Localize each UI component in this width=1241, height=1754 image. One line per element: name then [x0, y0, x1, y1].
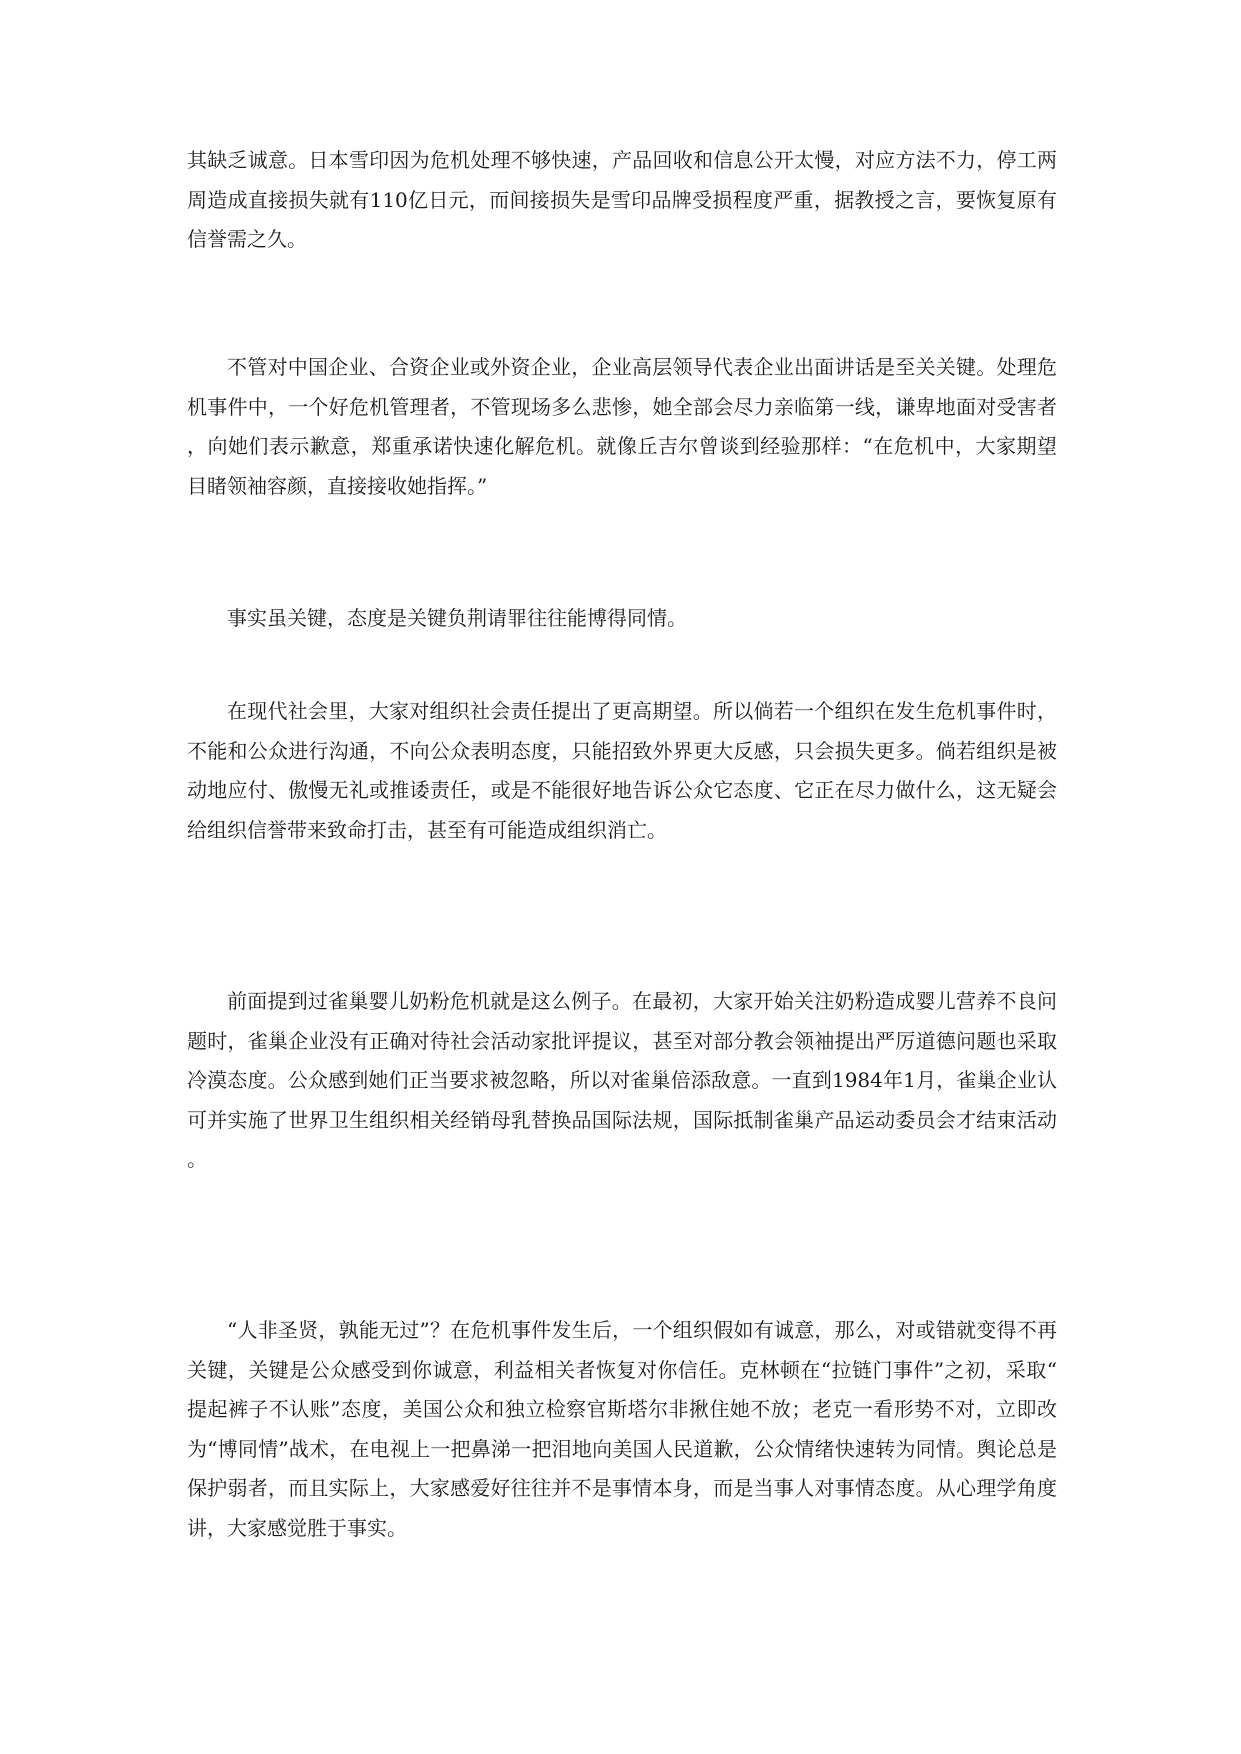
paragraph-leadership: 不管对中国企业、合资企业或外资企业，企业高层领导代表企业出面讲话是至关关键。处理危机事件中，一个好危机管理者，不管现场多么悲惨，她全部会尽力亲临第一线，谦卑地面对受害者，向她们表示歉意，郑重承诺快速化解危机。就像丘吉尔曾谈到经验那样：“在危机中，大家期望目睹领袖容颜，直接接收她指挥。”: [187, 355, 1057, 498]
paragraph-sincerity: “人非圣贤，孰能无过”？在危机事件发生后，一个组织假如有诚意，那么，对或错就变得不再关键，关键是公众感受到你诚意，利益相关者恢复对你信任。克林顿在“拉链门事件”之初，采取“提起裤子不认账”态度，美国公众和独立检察官斯塔尔非揪住她不放；老克一看形势不对，立即改为“博同情”战术，在电视上一把鼻涕一把泪地向美国人民道歉，公众情绪快速转为同情。舆论总是保护弱者，而且实际上，大家感爱好往往并不是事情本身，而是当事人对事情态度。从心理学角度讲，大家感觉胜于事实。: [187, 1318, 1057, 1540]
paragraph-social-responsibility: 在现代社会里，大家对组织社会责任提出了更高期望。所以倘若一个组织在发生危机事件时，不能和公众进行沟通，不向公众表明态度，只能招致外界更大反感，只会损失更多。倘若组织是被动地应付、傲慢无礼或推诿责任，或是不能很好地告诉公众它态度、它正在尽力做什么，这无疑会给组织信誉带来致命打击，甚至有可能造成组织消亡。: [187, 699, 1057, 842]
paragraph-continuation: 其缺乏诚意。日本雪印因为危机处理不够快速，产品回收和信息公开太慢，对应方法不力，停工两周造成直接损失就有110亿日元，而间接损失是雪印品牌受损程度严重，据教授之言，要恢复原有信誉需之久。: [187, 148, 1057, 251]
paragraph-attitude: 事实虽关键，态度是关键负荆请罪往往能博得同情。: [227, 606, 687, 630]
paragraph-nestle-example: 前面提到过雀巢婴儿奶粉危机就是这么例子。在最初，大家开始关注奶粉造成婴儿营养不良问题时，雀巢企业没有正确对待社会活动家批评提议，甚至对部分教会领袖提出严厉道德问题也采取冷漠态度。公众感到她们正当要求被忽略，所以对雀巢倍添敌意。一直到1984年1月，雀巢企业认可并实施了世界卫生组织相关经销母乳替换品国际法规，国际抵制雀巢产品运动委员会才结束活动。: [187, 989, 1057, 1171]
